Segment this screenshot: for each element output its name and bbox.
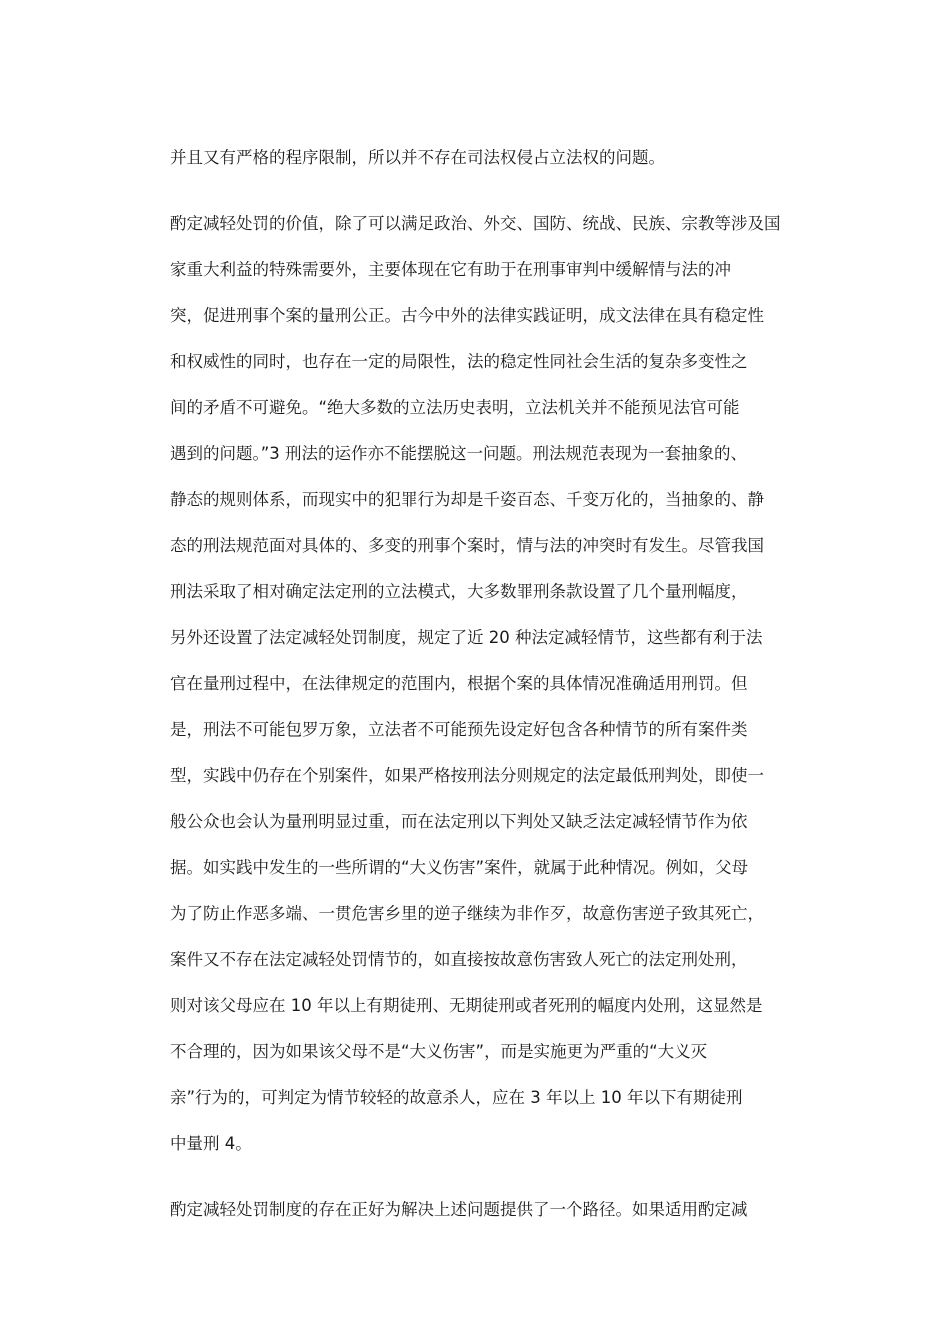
paragraph-line: 遇到的问题。”3 刑法的运作亦不能摆脱这一问题。刑法规范表现为一套抽象的、 [170, 444, 748, 463]
paragraph-line: 静态的规则体系，而现实中的犯罪行为却是千姿百态、千变万化的，当抽象的、静 [170, 490, 764, 509]
paragraph-line: 刑法采取了相对确定法定刑的立法模式，大多数罪刑条款设置了几个量刑幅度， [170, 582, 748, 601]
paragraph-line: 为了防止作恶多端、一贯危害乡里的逆子继续为非作歹，故意伤害逆子致其死亡， [170, 904, 764, 923]
paragraph-line: 型，实践中仍存在个别案件，如果严格按刑法分则规定的法定最低刑判处，即使一 [170, 766, 764, 785]
paragraph-line: 态的刑法规范面对具体的、多变的刑事个案时，情与法的冲突时有发生。尽管我国 [170, 536, 764, 555]
paragraph-line: 是，刑法不可能包罗万象，立法者不可能预先设定好包含各种情节的所有案件类 [170, 720, 748, 739]
paragraph-line: 官在量刑过程中，在法律规定的范围内，根据个案的具体情况准确适用刑罚。但 [170, 674, 748, 693]
paragraph-line: 案件又不存在法定减轻处罚情节的，如直接按故意伤害致人死亡的法定刑处刑， [170, 950, 748, 969]
paragraph-line: 酌定减轻处罚的价值，除了可以满足政治、外交、国防、统战、民族、宗教等涉及国 [170, 214, 781, 233]
paragraph-line: 则对该父母应在 10 年以上有期徒刑、无期徒刑或者死刑的幅度内处刑，这显然是 [170, 996, 763, 1015]
paragraph-line: 另外还设置了法定减轻处罚制度，规定了近 20 种法定减轻情节，这些都有利于法 [170, 628, 763, 647]
paragraph-line: 家重大利益的特殊需要外，主要体现在它有助于在刑事审判中缓解情与法的冲 [170, 260, 731, 279]
paragraph-line: 突，促进刑事个案的量刑公正。古今中外的法律实践证明，成文法律在具有稳定性 [170, 306, 764, 325]
paragraph-line: 亲”行为的，可判定为情节较轻的故意杀人，应在 3 年以上 10 年以下有期徒刑 [170, 1088, 743, 1107]
paragraph-line: 间的矛盾不可避免。“绝大多数的立法历史表明，立法机关并不能预见法官可能 [170, 398, 740, 417]
paragraph-line: 和权威性的同时，也存在一定的局限性，法的稳定性同社会生活的复杂多变性之 [170, 352, 748, 371]
paragraph-line: 并且又有严格的程序限制，所以并不存在司法权侵占立法权的问题。 [170, 148, 665, 167]
paragraph-line: 酌定减轻处罚制度的存在正好为解决上述问题提供了一个路径。如果适用酌定减 [170, 1200, 748, 1219]
paragraph-line: 据。如实践中发生的一些所谓的“大义伤害”案件，就属于此种情况。例如，父母 [170, 858, 749, 877]
paragraph-line: 不合理的，因为如果该父母不是“大义伤害”，而是实施更为严重的“大义灭 [170, 1042, 708, 1061]
paragraph-line: 般公众也会认为量刑明显过重，而在法定刑以下判处又缺乏法定减轻情节作为依 [170, 812, 748, 831]
paragraph-line: 中量刑 4。 [170, 1134, 252, 1153]
